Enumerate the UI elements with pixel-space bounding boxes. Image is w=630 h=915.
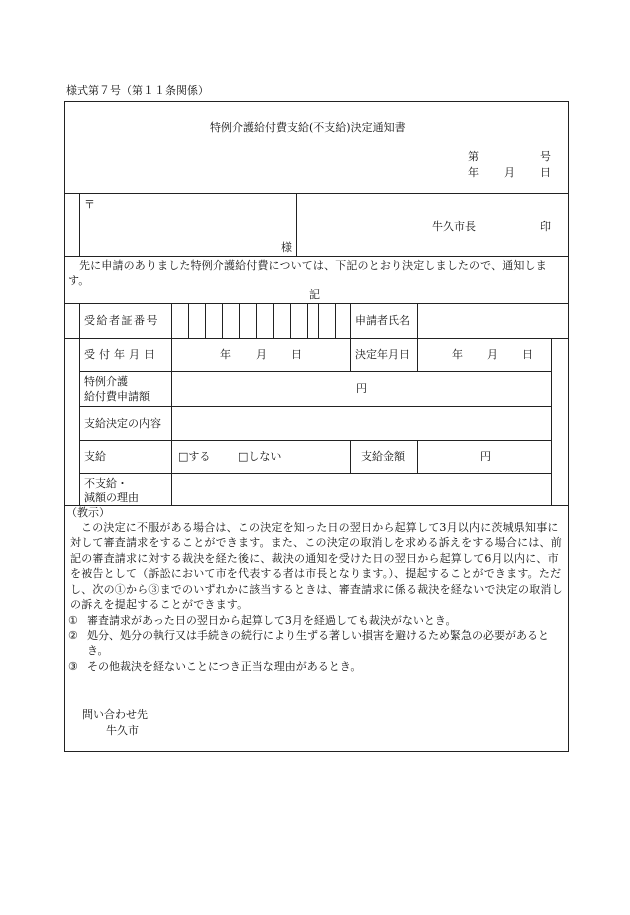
ki-mark: 記 xyxy=(309,288,320,301)
claim-unit: 円 xyxy=(356,382,367,395)
decision-content-label: 支給決定の内容 xyxy=(84,417,161,430)
honorific-sama: 様 xyxy=(281,241,292,254)
divider xyxy=(296,193,297,256)
instruction-paragraph: この決定に不服がある場合は、この決定を知った日の翌日から起算して3月以内に茨城県知事に対して審査請求をすることができます。また、この決定の取消しを求める訴えをする場合には、前記の審査請求に対する裁決を経た後に、裁決の通知を受けた日の翌日から起算して6月以内に、市を被告として（訴訟において市を代表する者は市長となります。）、提起することができます。ただし、次の①から③までのいずれかに該当するときは、審査請求に係る裁決を経ないで決定の取消しの訴えを提起することができます。 xyxy=(70,521,563,612)
payment-label: 支給 xyxy=(84,450,106,463)
instruction-heading: （教示） xyxy=(66,506,110,519)
item-number: ③ xyxy=(68,660,78,673)
item-text: 処分、処分の執行又は手続きの続行により生ずる著しい損害を避けるため緊急の必要があるとき。 xyxy=(87,629,549,658)
divider xyxy=(79,193,80,256)
date-year: 年 xyxy=(468,166,479,179)
received-month: 月 xyxy=(256,348,267,361)
table-col xyxy=(350,303,351,371)
issuer-name: 牛久市長 xyxy=(432,220,476,233)
digit-box-line xyxy=(239,303,240,338)
postal-mark: 〒 xyxy=(84,198,95,211)
instruction-item-3 xyxy=(68,659,565,675)
doc-no-suffix: 号 xyxy=(540,150,551,163)
digit-box-line xyxy=(188,303,189,338)
received-date-label: 受付年月日 xyxy=(84,348,159,361)
table-col xyxy=(171,303,172,505)
digit-box-line xyxy=(256,303,257,338)
divider xyxy=(64,193,569,194)
table-bottom xyxy=(64,505,569,506)
decision-year: 年 xyxy=(452,348,463,361)
seal-mark: 印 xyxy=(540,220,551,233)
form-number: 様式第７号（第１１条関係） xyxy=(66,84,209,97)
digit-box-line xyxy=(335,303,336,338)
digit-box-line xyxy=(290,303,291,338)
payment-amount-label: 支給金額 xyxy=(361,450,405,463)
digit-box-line xyxy=(222,303,223,338)
instruction-item-2 xyxy=(68,628,565,659)
payment-amount-unit: 円 xyxy=(480,450,491,463)
date-month: 月 xyxy=(504,166,515,179)
table-col xyxy=(417,303,418,371)
digit-box-line xyxy=(273,303,274,338)
instruction-item-1 xyxy=(68,613,565,629)
item-text: その他裁決を経ないことにつき正当な理由があるとき。 xyxy=(87,660,362,673)
contact-label: 問い合わせ先 xyxy=(82,708,148,721)
payment-yes-checkbox[interactable]: □する xyxy=(178,450,211,463)
intro-text: 先に申請のありました特例介護給付費については、下記のとおり決定しましたので、通知します。 xyxy=(68,259,547,288)
table-rule xyxy=(79,473,551,474)
claim-label-line2: 給付費申請額 xyxy=(84,390,150,403)
digit-box-line xyxy=(205,303,206,338)
item-number: ② xyxy=(68,629,78,642)
doc-no-prefix: 第 xyxy=(468,150,479,163)
document-title: 特例介護給付費支給(不支給)決定通知書 xyxy=(210,121,406,134)
table-rule xyxy=(79,371,551,372)
table-col xyxy=(417,440,418,473)
decision-month: 月 xyxy=(487,348,498,361)
reason-label-line2: 減額の理由 xyxy=(84,491,139,504)
table-rule xyxy=(64,338,569,339)
decision-day: 日 xyxy=(522,348,533,361)
received-day: 日 xyxy=(291,348,302,361)
received-year: 年 xyxy=(220,348,231,361)
recipient-no-label: 受給者証番号 xyxy=(84,314,159,327)
claim-label-line1: 特例介護 xyxy=(84,375,128,388)
payment-no-checkbox[interactable]: □しない xyxy=(238,450,282,463)
date-day: 日 xyxy=(540,166,551,179)
digit-box-line xyxy=(307,303,308,338)
table-rule xyxy=(79,440,551,441)
applicant-name-label: 申請者氏名 xyxy=(355,314,410,327)
table-col xyxy=(350,440,351,473)
decision-date-label: 決定年月日 xyxy=(355,348,410,361)
reason-label-line1: 不支給・ xyxy=(84,477,128,490)
digit-box-line xyxy=(318,303,319,338)
table-col xyxy=(79,303,80,505)
table-col xyxy=(551,338,552,505)
item-number: ① xyxy=(68,614,78,627)
table-top xyxy=(64,303,569,304)
contact-name: 牛久市 xyxy=(106,724,139,737)
divider xyxy=(64,256,569,257)
item-text: 審査請求があった日の翌日から起算して3月を経過しても裁決がないとき。 xyxy=(87,614,457,627)
table-rule xyxy=(79,406,551,407)
